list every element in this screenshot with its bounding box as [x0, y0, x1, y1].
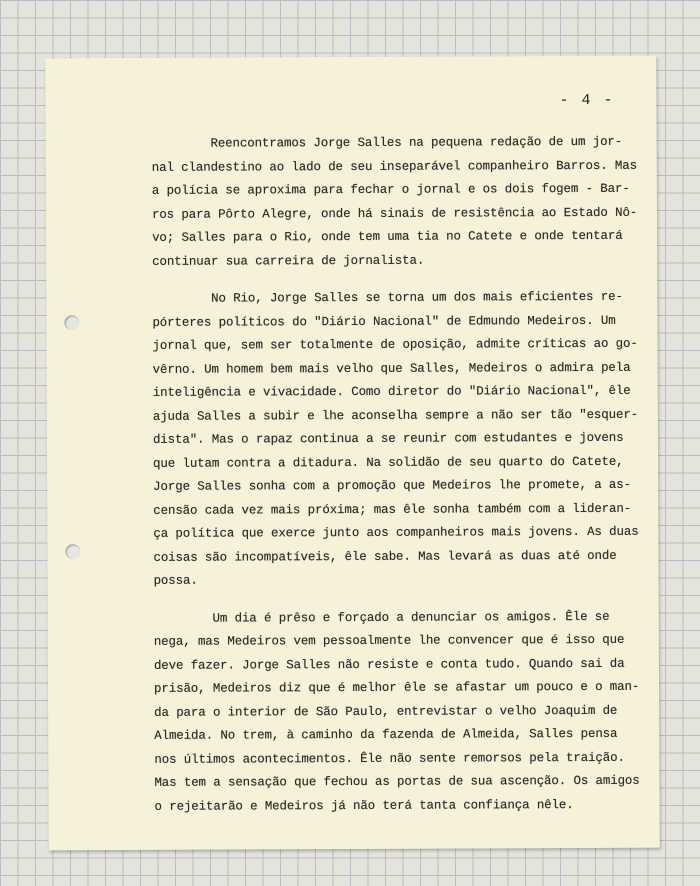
punch-hole — [65, 544, 80, 559]
text-line: Reencontramos Jorge Salles na pequena redação de um jor- — [151, 134, 623, 151]
page-number: - 4 - — [559, 91, 615, 110]
text-line: Mas tem a sensação que fechou as portas de sua ascenção. Os amigos — [154, 773, 640, 790]
text-line: jornal que, sem ser totalmente de oposição, admite críticas ao go- — [152, 336, 638, 353]
text-line: prisão, Medeiros diz que é melhor êle se afastar um pouco e o man- — [153, 679, 640, 696]
text-line: inteligência e vivacidade. Como diretor do "Diário Nacional", êle — [152, 383, 631, 400]
text-line: da para o interior de São Paulo, entrevistar o velho Joaquim de — [154, 703, 618, 720]
text-line: ça política que exerce junto aos companheiros mais jovens. As duas — [153, 524, 639, 541]
text-line: continuar sua carreira de jornalista. — [152, 253, 425, 269]
text-line: Almeida. No trem, à caminho da fazenda de Almeida, Salles pensa — [154, 726, 618, 743]
text-line: nal clandestino ao lado de seu inseparável companheiro Barros. Mas — [151, 158, 637, 175]
text-line: deve fazer. Jorge Salles não resiste e conta tudo. Quando sai da — [153, 656, 625, 673]
punch-hole — [64, 315, 79, 330]
text-line: vêrno. Um homem bem mais velho que Salles, Medeiros o admira pela — [152, 360, 631, 377]
text-line: nos últimos acontecimentos. Êle não sente remorsos pela traição. — [154, 750, 625, 767]
text-line: pórteres políticos do "Diário Nacional" de Edmundo Medeiros. Um — [152, 313, 616, 330]
typewritten-page — [45, 56, 659, 851]
paragraph — [152, 131, 645, 274]
text-line: vo; Salles para o Rio, onde tem uma tia no Catete e onde tentará — [152, 228, 623, 245]
text-line: nega, mas Medeiros vem pessoalmente lhe convencer que é isso que — [153, 632, 625, 649]
text-line: censão cada vez mais próxima; mas êle sonha também com a lideran- — [153, 501, 632, 518]
text-line: dista". Mas o rapaz continua a se reunir com estudantes e jovens — [152, 430, 624, 447]
text-line: que lutam contra a ditadura. Na solidão de seu quarto do Catete, — [153, 454, 624, 471]
text-line: ros para Pôrto Alegre, onde há sinais de resistência ao Estado Nô- — [151, 205, 638, 222]
text-line: coisas são incompatíveis, êle sabe. Mas levará as duas até onde — [153, 548, 617, 565]
text-line: a polícia se aproxima para fechar o jornal e os dois fogem - Bar- — [151, 181, 630, 198]
document-body — [152, 131, 647, 819]
text-line: No Rio, Jorge Salles se torna um dos mais eficientes re- — [152, 289, 623, 306]
paragraph — [154, 605, 647, 819]
text-line: o rejeitarão e Medeiros já não terá tanta confiança nêle. — [154, 797, 574, 814]
paragraph — [152, 286, 645, 594]
text-line: possa. — [153, 573, 198, 588]
text-line: Jorge Salles sonha com a promoção que Medeiros lhe promete, a as- — [153, 477, 632, 494]
text-line: Um dia é prêso e forçado a denunciar os amigos. Êle se — [153, 609, 610, 626]
text-line: ajuda Salles a subir e lhe aconselha sempre a não ser tão "esquer- — [152, 407, 639, 424]
